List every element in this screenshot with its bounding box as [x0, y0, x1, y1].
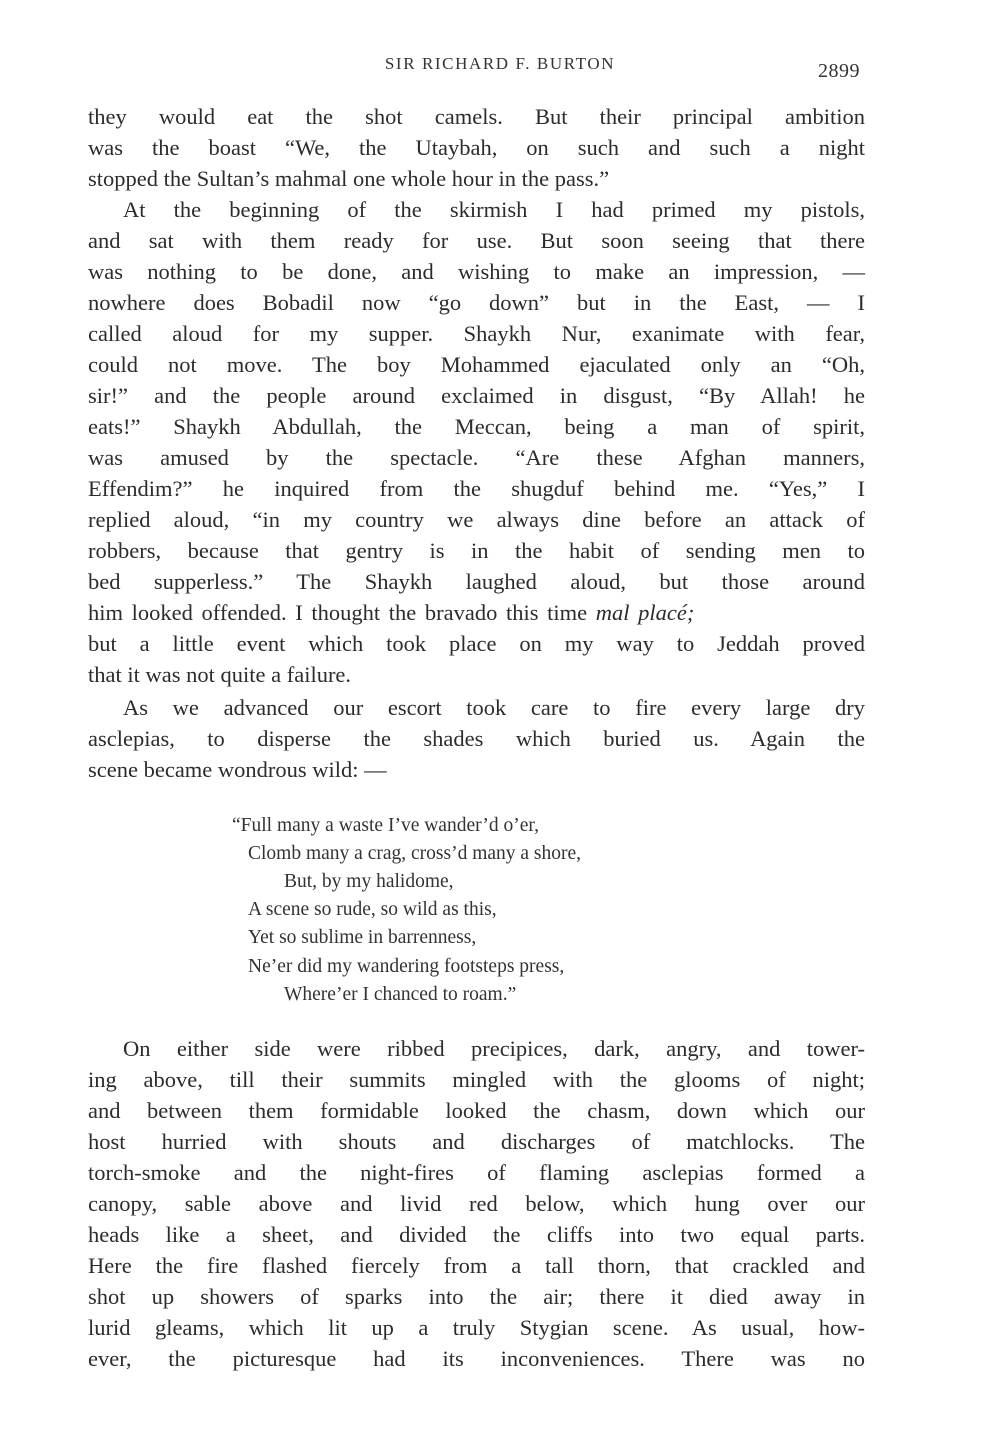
text-line: sir!” and the people around exclaimed in disgust, “By Allah! he	[88, 383, 865, 408]
text-line: lurid gleams, which lit up a truly Stygian scene. As usual, how-	[88, 1315, 865, 1340]
text-line: scene became wondrous wild: —	[88, 757, 387, 782]
verse-line: Yet so sublime in barrenness,	[248, 927, 477, 948]
running-head: SIR RICHARD F. BURTON	[384, 54, 616, 73]
text-line: but a little event which took place on my way to Jeddah proved	[88, 631, 865, 656]
text-line: called aloud for my supper. Shaykh Nur, exanimate with fear,	[88, 321, 865, 346]
page-number: 2899	[818, 60, 860, 82]
text-line: was nothing to be done, and wishing to make an impression, —	[88, 259, 865, 284]
text-line: canopy, sable above and livid red below, which hung over our	[88, 1191, 865, 1216]
text-line: robbers, because that gentry is in the habit of sending men to	[88, 538, 865, 563]
text-line: was the boast “We, the Utaybah, on such and such a night	[88, 135, 865, 160]
verse-line: Where’er I chanced to roam.”	[284, 984, 517, 1005]
text-line: and sat with them ready for use. But soon seeing that there	[88, 228, 865, 253]
text-line: was amused by the spectacle. “Are these Afghan manners,	[88, 445, 865, 470]
text-line: could not move. The boy Mohammed ejaculated only an “Oh,	[88, 352, 865, 377]
text-line: that it was not quite a failure.	[88, 662, 352, 687]
italic-phrase: mal placé;	[595, 600, 695, 625]
text-line: shot up showers of sparks into the air; there it died away in	[88, 1284, 865, 1309]
text-line: nowhere does Bobadil now “go down” but in the East, — I	[88, 290, 865, 315]
verse-line: But, by my halidome,	[284, 871, 454, 892]
text-line: eats!” Shaykh Abdullah, the Meccan, being a man of spirit,	[88, 414, 865, 439]
verse-line: A scene so rude, so wild as this,	[248, 899, 497, 920]
text-line: torch-smoke and the night-fires of flaming asclepias formed a	[88, 1160, 865, 1185]
text-line: At the beginning of the skirmish I had primed my pistols,	[123, 197, 865, 222]
text-line: and between them formidable looked the chasm, down which our	[88, 1098, 865, 1123]
text-line: stopped the Sultan’s mahmal one whole hour in the pass.”	[88, 166, 610, 191]
verse-line: “Full many a waste I’ve wander’d o’er,	[232, 815, 539, 836]
text-line: Effendim?” he inquired from the shugduf behind me. “Yes,” I	[88, 476, 865, 501]
verse-line: Ne’er did my wandering footsteps press,	[248, 956, 565, 977]
text-line: ing above, till their summits mingled with the glooms of night;	[88, 1067, 865, 1092]
text-span: him looked offended. I thought the bravado this time	[88, 600, 588, 625]
text-line	[88, 597, 865, 628]
text-line: heads like a sheet, and divided the cliffs into two equal parts.	[88, 1222, 865, 1247]
text-line: Here the fire flashed fiercely from a tall thorn, that crackled and	[88, 1253, 865, 1278]
text-line: host hurried with shouts and discharges of matchlocks. The	[88, 1129, 865, 1154]
text-line: asclepias, to disperse the shades which buried us. Again the	[88, 726, 865, 751]
text-line: As we advanced our escort took care to fire every large dry	[123, 695, 865, 720]
text-line: replied aloud, “in my country we always dine before an attack of	[88, 507, 865, 532]
text-line: they would eat the shot camels. But their principal ambition	[88, 104, 865, 129]
text-line: ever, the picturesque had its inconveniences. There was no	[88, 1346, 865, 1371]
verse-line: Clomb many a crag, cross’d many a shore,	[248, 843, 582, 864]
text-line: On either side were ribbed precipices, dark, angry, and tower-	[123, 1036, 865, 1061]
text-line: bed supperless.” The Shaykh laughed aloud, but those around	[88, 569, 865, 594]
